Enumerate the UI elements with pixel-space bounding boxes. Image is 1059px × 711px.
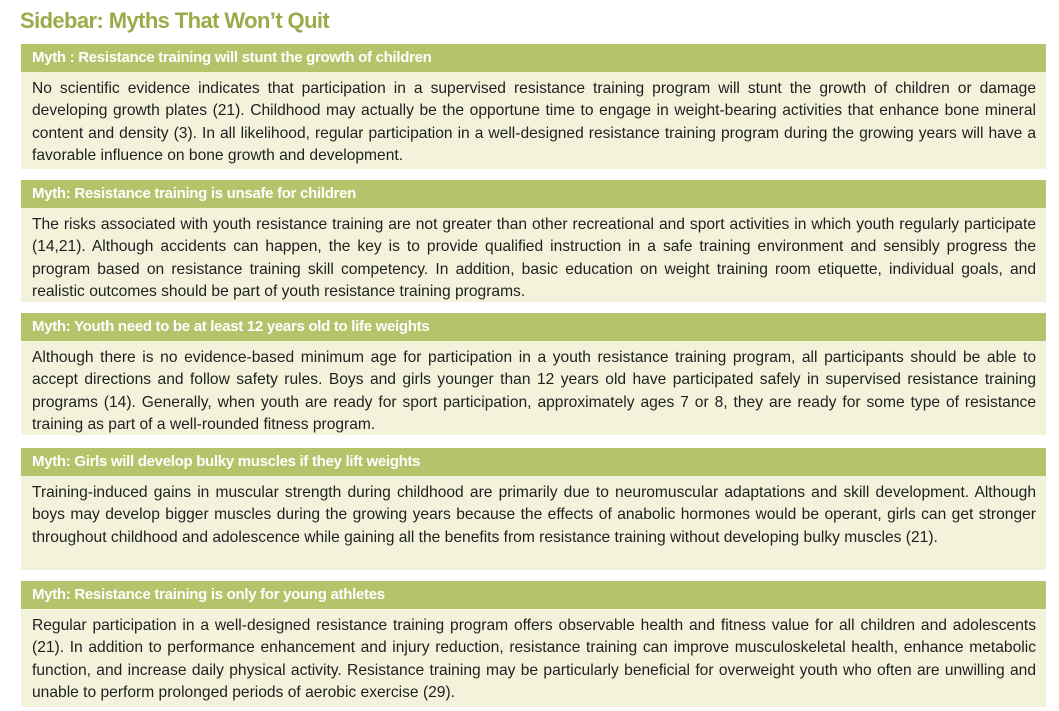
myth-heading: Myth : Resistance training will stunt the growth of children bbox=[21, 44, 1046, 72]
myth-heading: Myth: Resistance training is only for young athletes bbox=[21, 581, 1046, 609]
myth-text: Regular participation in a well-designed resistance training program offers observable health and fitness value for all children and adolescents (21). In addition to performance enhancement and injury reduction, resistance training can improve musculoskeletal health, enhance metabolic function, and increase daily physical activity. Resistance training may be particularly beneficial for overweight youth who often are unwilling and unable to perform prolonged periods of aerobic exercise (29). bbox=[32, 617, 1036, 702]
myth-box-3 bbox=[21, 313, 1046, 435]
myth-text: The risks associated with youth resistance training are not greater than other recreational and sport activities in which youth regularly participate (14,21). Although accidents can happen, the key is to provide qualified instruction in a safe training environment and sensibly progress the program based on resistance training skill competency. In addition, basic education on weight training room etiquette, individual goals, and realistic outcomes should be part of youth resistance training programs. bbox=[32, 216, 1036, 301]
myth-box-5 bbox=[21, 581, 1046, 707]
myth-text: No scientific evidence indicates that participation in a supervised resistance training program will stunt the growth of children or damage developing growth plates (21). Childhood may actually be the opportune time to engage in weight-bearing activities that enhance bone mineral content and density (3). In all likelihood, regular participation in a well-designed resistance training program during the growing years will have a favorable influence on bone growth and development. bbox=[32, 80, 1036, 165]
sidebar-title: Sidebar: Myths That Won’t Quit bbox=[20, 8, 330, 33]
myth-text: Although there is no evidence-based minimum age for participation in a youth resistance training program, all participants should be able to accept directions and follow safety rules. Boys and girls younger than 12 years old have participated safely in supervised resistance training programs (14). Generally, when youth are ready for sport participation, approximately ages 7 or 8, they are ready for some type of resistance training as part of a well-rounded fitness program. bbox=[32, 349, 1036, 434]
myth-heading: Myth: Resistance training is unsafe for children bbox=[21, 180, 1046, 208]
myth-box-1 bbox=[21, 44, 1046, 169]
myth-heading: Myth: Girls will develop bulky muscles if they lift weights bbox=[21, 448, 1046, 476]
myth-box-2 bbox=[21, 180, 1046, 302]
myth-box-4 bbox=[21, 448, 1046, 570]
myth-text: Training-induced gains in muscular strength during childhood are primarily due to neuromuscular adaptations and skill development. Although boys may develop bigger muscles during the growing years because the effects of anabolic hormones would be operant, girls can get stronger throughout childhood and adolescence while gaining all the benefits from resistance training without developing bulky muscles (21). bbox=[32, 484, 1036, 546]
myth-heading: Myth: Youth need to be at least 12 years old to life weights bbox=[21, 313, 1046, 341]
